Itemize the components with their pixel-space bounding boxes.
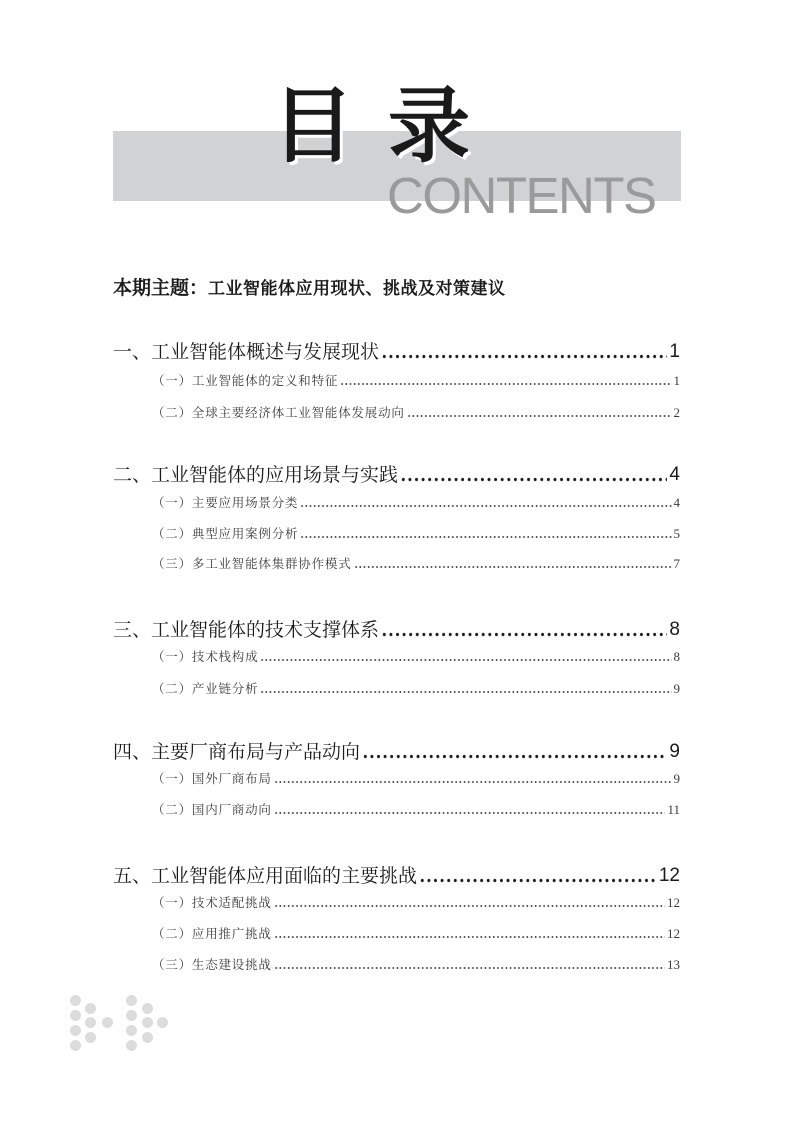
toc-page-number: 4 — [673, 495, 680, 510]
decor-dot-icon — [142, 1032, 153, 1043]
toc-item-title: （二）产业链分析 — [152, 681, 259, 696]
dot-leader — [381, 617, 667, 643]
toc-page-number: 5 — [673, 526, 680, 541]
decor-dot-icon — [70, 995, 81, 1006]
dot-leader — [274, 770, 672, 788]
dot-leader — [300, 525, 671, 543]
toc-item-2-2[interactable] — [152, 525, 680, 543]
toc-item-title: （一）技术栈构成 — [152, 649, 259, 664]
toc-section-title: 五、工业智能体应用面临的主要挑战 — [113, 865, 418, 887]
toc-item-title: （二）应用推广挑战 — [152, 926, 272, 941]
decor-dot-icon — [157, 1017, 168, 1028]
issue-theme — [113, 271, 506, 301]
dot-leader — [274, 956, 665, 974]
toc-item-title: （一）主要应用场景分类 — [152, 495, 299, 510]
decor-dot-icon — [85, 1003, 96, 1014]
toc-item-1-2[interactable] — [152, 404, 680, 422]
toc-item-title: （三）生态建设挑战 — [152, 957, 272, 972]
dot-leader — [419, 863, 657, 889]
decor-dot-icon — [70, 1040, 81, 1051]
decor-dot-icon — [102, 1017, 113, 1028]
toc-page-number: 8 — [669, 619, 680, 640]
toc-item-title: （二）国内厂商动向 — [152, 802, 272, 817]
toc-section-2[interactable] — [113, 462, 680, 488]
decor-dot-icon — [70, 1010, 81, 1021]
toc-page-number: 11 — [667, 802, 680, 817]
page-title-char-1: 目 — [272, 78, 355, 174]
toc-section-4[interactable] — [113, 739, 680, 765]
dot-leader — [274, 801, 666, 819]
page-title-char-2: 录 — [388, 78, 471, 174]
dot-leader — [340, 372, 671, 390]
toc-item-2-1[interactable] — [152, 494, 680, 512]
toc-item-5-2[interactable] — [152, 925, 680, 943]
decor-dot-icon — [142, 1003, 153, 1014]
toc-page-number: 1 — [673, 373, 680, 388]
decor-dot-icon — [126, 1010, 137, 1021]
toc-item-title: （一）工业智能体的定义和特征 — [152, 373, 339, 388]
decor-dot-icon — [126, 1040, 137, 1051]
toc-item-title: （三）多工业智能体集群协作模式 — [152, 556, 352, 571]
decor-dot-icon — [70, 1025, 81, 1036]
decor-dot-icon — [85, 1017, 96, 1028]
toc-item-4-2[interactable] — [152, 801, 680, 819]
toc-item-3-1[interactable] — [152, 648, 680, 666]
dot-leader — [274, 894, 665, 912]
toc-section-title: 三、工业智能体的技术支撑体系 — [113, 619, 380, 641]
dot-leader — [362, 739, 667, 765]
toc-page-number: 9 — [669, 741, 680, 762]
toc-page-number: 4 — [669, 464, 680, 485]
decor-dot-icon — [126, 995, 137, 1006]
dot-leader — [300, 494, 671, 512]
toc-page-number: 12 — [658, 865, 680, 886]
dot-leader — [381, 339, 667, 365]
toc-item-5-1[interactable] — [152, 894, 680, 912]
toc-section-title: 四、主要厂商布局与产品动向 — [113, 741, 361, 763]
toc-page-number: 9 — [673, 771, 680, 786]
toc-item-title: （二）全球主要经济体工业智能体发展动向 — [152, 405, 405, 420]
page-subtitle: CONTENTS — [387, 167, 656, 224]
toc-page-number: 9 — [673, 681, 680, 696]
decor-dot-icon — [85, 1032, 96, 1043]
toc-item-2-3[interactable] — [152, 555, 680, 573]
toc-item-title: （一）国外厂商布局 — [152, 771, 272, 786]
decor-dot-icon — [142, 1017, 153, 1028]
toc-section-title: 一、工业智能体概述与发展现状 — [113, 341, 380, 363]
dot-leader — [260, 648, 671, 666]
toc-page-number: 1 — [669, 341, 680, 362]
toc-page-number: 7 — [673, 556, 680, 571]
toc-page-number: 2 — [673, 405, 680, 420]
toc-item-title: （二）典型应用案例分析 — [152, 526, 299, 541]
dot-leader — [354, 555, 672, 573]
decor-dot-icon — [126, 1025, 137, 1036]
toc-page-number: 12 — [667, 895, 680, 910]
toc-section-5[interactable] — [113, 863, 680, 889]
theme-label: 本期主题： — [113, 276, 209, 299]
toc-section-1[interactable] — [113, 339, 680, 365]
toc-page-number: 12 — [667, 926, 680, 941]
dot-leader — [407, 404, 672, 422]
toc-item-4-1[interactable] — [152, 770, 680, 788]
theme-text: 工业智能体应用现状、挑战及对策建议 — [208, 278, 506, 299]
toc-page-number: 13 — [667, 957, 680, 972]
dot-leader — [274, 925, 665, 943]
toc-section-title: 二、工业智能体的应用场景与实践 — [113, 464, 399, 486]
dot-leader — [400, 462, 667, 488]
toc-item-title: （一）技术适配挑战 — [152, 895, 272, 910]
toc-item-1-1[interactable] — [152, 372, 680, 390]
toc-item-5-3[interactable] — [152, 956, 680, 974]
toc-section-3[interactable] — [113, 617, 680, 643]
toc-page-number: 8 — [673, 649, 680, 664]
toc-item-3-2[interactable] — [152, 680, 680, 698]
dot-leader — [260, 680, 671, 698]
